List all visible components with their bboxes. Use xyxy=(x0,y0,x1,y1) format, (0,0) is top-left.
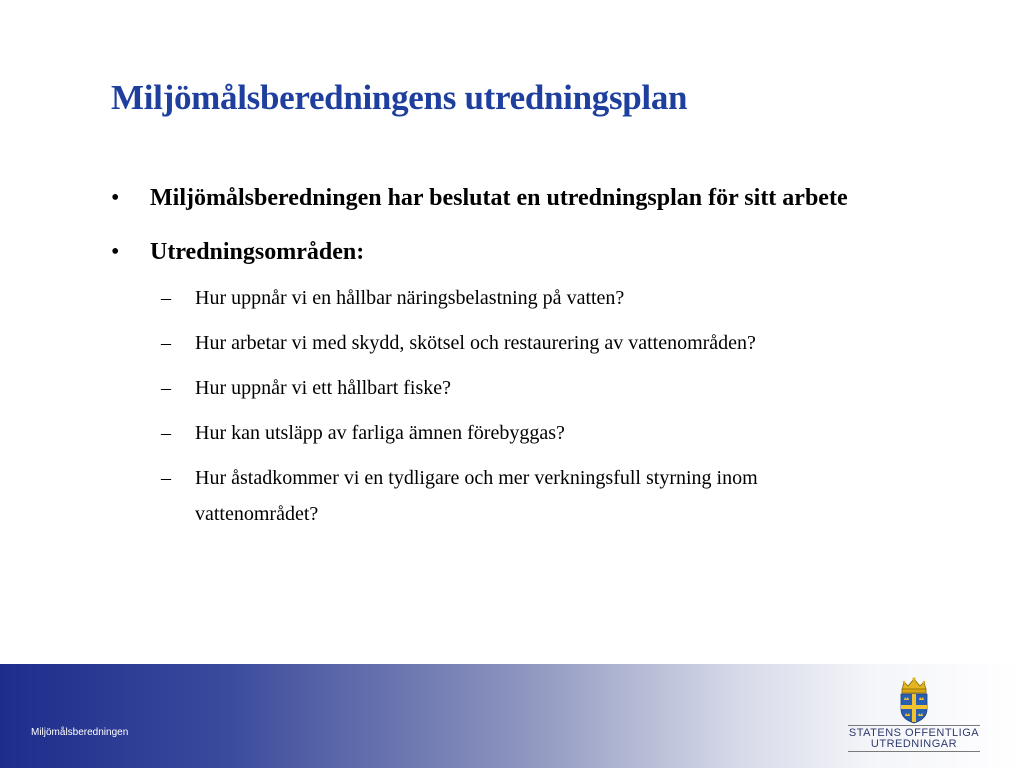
dash-icon xyxy=(161,415,171,451)
footer-label: Miljömålsberedningen xyxy=(31,727,129,738)
dash-icon xyxy=(161,370,171,406)
sub-bullet-item xyxy=(161,280,885,316)
sou-logo xyxy=(844,676,984,758)
dash-icon xyxy=(161,460,171,496)
bullet-item xyxy=(111,180,991,216)
slide-body xyxy=(111,180,991,541)
dash-icon xyxy=(161,325,171,361)
sub-bullet-text: Hur åstadkommer vi en tydligare och mer verkningsfull styrning inom vattenområdet? xyxy=(195,467,758,525)
bullet-text: Utredningsområden: xyxy=(150,239,365,265)
sub-bullet-item xyxy=(161,460,885,532)
sub-bullet-text: Hur arbetar vi med skydd, skötsel och restaurering av vattenområden? xyxy=(195,332,756,354)
slide-title: Miljömålsberedningens utredningsplan xyxy=(111,78,688,117)
bullet-text: Miljömålsberedningen har beslutat en utredningsplan för sitt arbete xyxy=(150,185,848,211)
bullet-item xyxy=(111,234,991,270)
logo-text-line1: STATENS OFFENTLIGA xyxy=(848,727,980,739)
dash-icon xyxy=(161,280,171,316)
sub-bullet-text: Hur uppnår vi en hållbar näringsbelastning på vatten? xyxy=(195,287,625,309)
bullet-icon xyxy=(111,180,131,216)
bullet-icon xyxy=(111,234,131,270)
sub-bullet-list xyxy=(111,280,991,532)
sub-bullet-item xyxy=(161,415,885,451)
logo-divider-top xyxy=(848,725,980,726)
sub-bullet-text: Hur kan utsläpp av farliga ämnen förebyggas? xyxy=(195,422,565,444)
crown-shield-icon xyxy=(894,676,934,724)
sub-bullet-item xyxy=(161,325,885,361)
logo-divider-bottom xyxy=(848,751,980,752)
sub-bullet-item xyxy=(161,370,885,406)
sub-bullet-text: Hur uppnår vi ett hållbart fiske? xyxy=(195,377,452,399)
logo-text-line2: UTREDNINGAR xyxy=(870,738,958,750)
